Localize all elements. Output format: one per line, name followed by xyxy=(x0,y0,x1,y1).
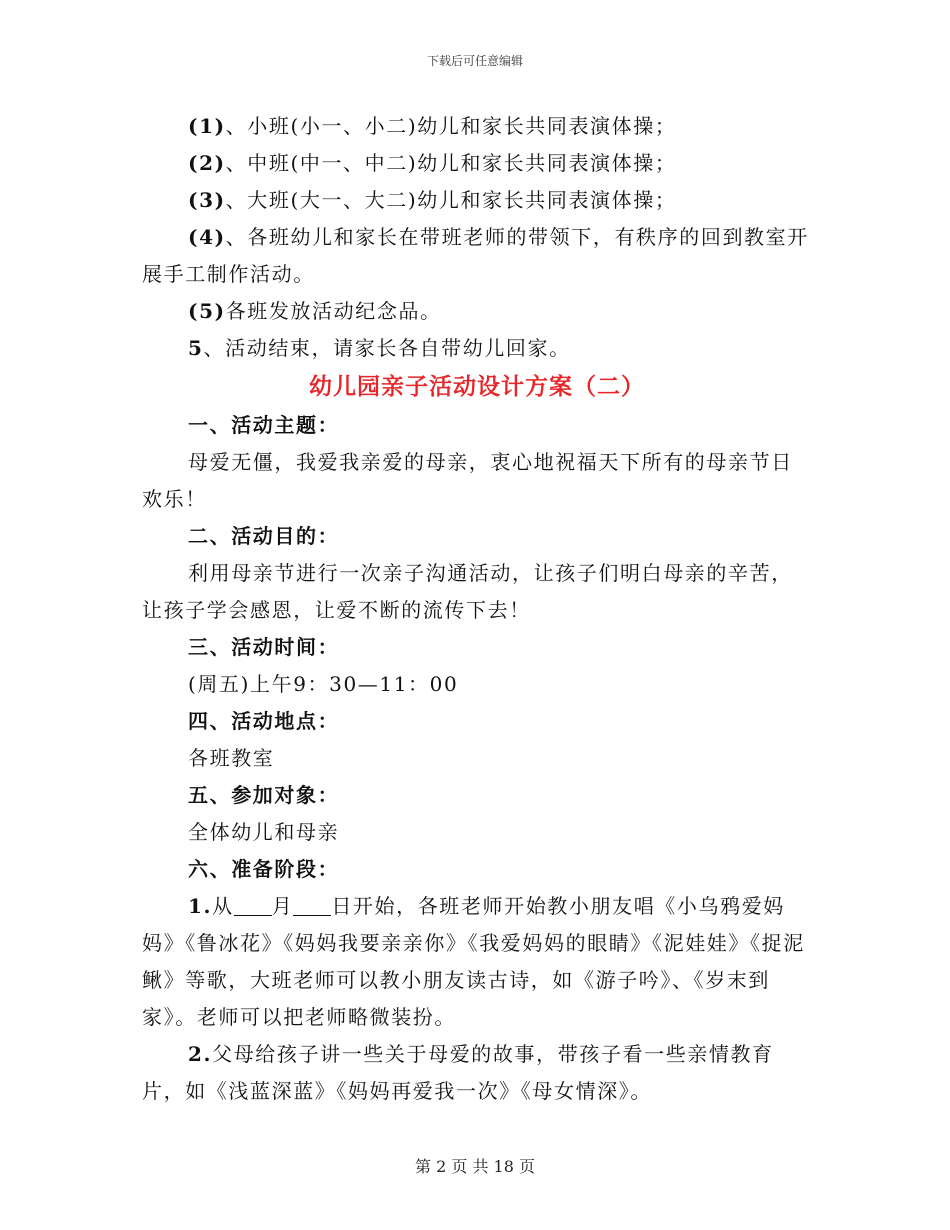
item-text: 、小班(小一、小二)幼儿和家长共同表演体操； xyxy=(225,114,677,138)
blank-day xyxy=(293,895,331,916)
heading-purpose: 二、活动目的： xyxy=(188,524,340,548)
location-body: 各班教室 xyxy=(188,746,275,770)
heading-participants: 五、参加对象： xyxy=(188,783,340,807)
item-number: 1. xyxy=(188,894,213,918)
list-item xyxy=(142,108,812,145)
item-text: 、大班(大一、大二)幼儿和家长共同表演体操； xyxy=(225,188,677,212)
blank-month xyxy=(234,895,272,916)
preparation-item-1 xyxy=(142,888,812,1036)
item-text-rest: 日开始，各班老师开始教小朋友唱《小乌鸦爱妈妈》《鲁冰花》《妈妈我要亲亲你》《我爱妈妈的眼睛》《泥娃娃》《捉泥鳅》等歌，大班老师可以教小朋友读古诗，如《游子吟》、《岁末到家》。老师可以把老师略微装扮。 xyxy=(142,894,805,1029)
item-text: 、活动结束，请家长各自带幼儿回家。 xyxy=(203,336,571,360)
item-number: (5) xyxy=(188,299,226,323)
page-header: 下载后可任意编辑 xyxy=(426,54,523,68)
item-text: 、各班幼儿和家长在带班老师的带领下，有秩序的回到教室开展手工制作活动。 xyxy=(142,225,809,286)
list-item xyxy=(142,293,812,330)
section-title: 幼儿园亲子活动设计方案（二） xyxy=(309,373,645,400)
item-number: (3) xyxy=(188,188,226,212)
purpose-body: 利用母亲节进行一次亲子沟通活动，让孩子们明白母亲的辛苦，让孩子学会感恩，让爱不断的流传下去！ xyxy=(142,561,793,622)
preparation-item-2 xyxy=(142,1036,812,1110)
list-item xyxy=(142,182,812,219)
item-number: (1) xyxy=(188,114,226,138)
list-item xyxy=(142,330,812,367)
theme-body: 母爱无僵，我爱我亲爱的母亲，衷心地祝福天下所有的母亲节日欢乐！ xyxy=(142,450,793,511)
item-text-from: 从 xyxy=(212,894,234,918)
item-text: 、中班(中一、中二)幼儿和家长共同表演体操； xyxy=(225,151,677,175)
item-text-month: 月 xyxy=(271,894,294,918)
page-footer: 第 2 页 共 18 页 xyxy=(415,1157,535,1176)
heading-theme: 一、活动主题： xyxy=(188,413,340,437)
time-body: (周五)上午9：30—11：00 xyxy=(188,672,459,696)
document-body xyxy=(142,108,812,1110)
item-number: 2. xyxy=(188,1042,213,1066)
heading-preparation: 六、准备阶段： xyxy=(188,857,340,881)
participants-body: 全体幼儿和母亲 xyxy=(188,820,340,844)
heading-location: 四、活动地点： xyxy=(188,709,340,733)
heading-time: 三、活动时间： xyxy=(188,635,340,659)
item-number: (4) xyxy=(188,225,226,249)
item-text: 父母给孩子讲一些关于母爱的故事，带孩子看一些亲情教育片，如《浅蓝深蓝》《妈妈再爱我一次》《母女情深》。 xyxy=(142,1042,774,1103)
list-item xyxy=(142,145,812,182)
item-number: (2) xyxy=(188,151,226,175)
list-item xyxy=(142,219,812,293)
item-text: 各班发放活动纪念品。 xyxy=(225,299,442,323)
item-number: 5 xyxy=(188,336,204,360)
